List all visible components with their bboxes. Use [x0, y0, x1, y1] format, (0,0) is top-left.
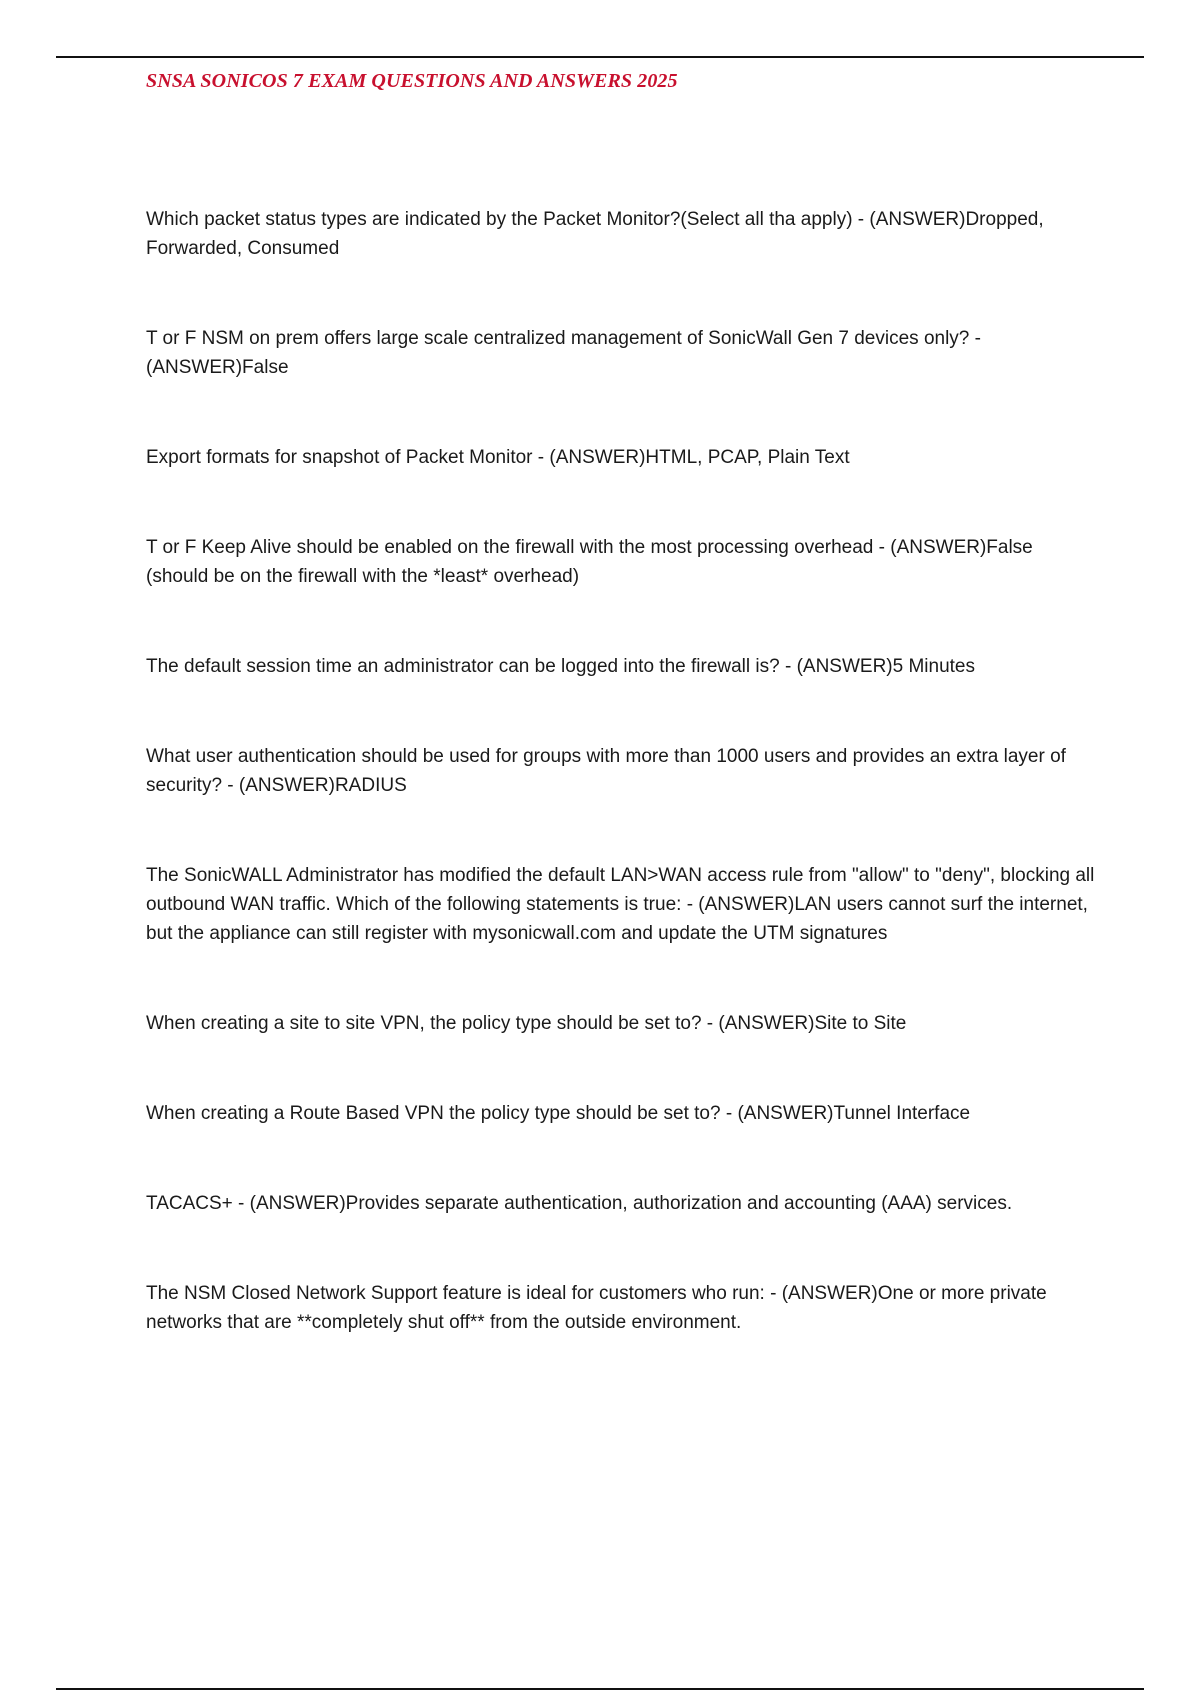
qa-list	[146, 205, 1096, 1398]
qa-item: T or F Keep Alive should be enabled on the firewall with the most processing overhead - (ANSWER)False (should be on the firewall with the *least* overhead)	[146, 537, 1033, 587]
qa-item: The NSM Closed Network Support feature is ideal for customers who run: - (ANSWER)One or more private networks that are **completely shut off** from the outside environment.	[146, 1283, 1047, 1333]
footer-rule	[56, 1688, 1144, 1690]
qa-item: The default session time an administrator can be logged into the firewall is? - (ANSWER)5 Minutes	[146, 656, 975, 677]
header-rule	[56, 56, 1144, 58]
qa-item: When creating a site to site VPN, the policy type should be set to? - (ANSWER)Site to Site	[146, 1013, 907, 1034]
qa-item: TACACS+ - (ANSWER)Provides separate authentication, authorization and accounting (AAA) services.	[146, 1193, 1013, 1214]
qa-item: When creating a Route Based VPN the policy type should be set to? - (ANSWER)Tunnel Interface	[146, 1103, 971, 1124]
qa-item: Which packet status types are indicated by the Packet Monitor?(Select all tha apply) - (ANSWER)Dropped, Forwarded, Consumed	[146, 209, 1044, 259]
qa-item: Export formats for snapshot of Packet Monitor - (ANSWER)HTML, PCAP, Plain Text	[146, 447, 850, 468]
qa-item: The SonicWALL Administrator has modified the default LAN>WAN access rule from "allow" to "deny", blocking all outbound WAN traffic. Which of the following statements is true: - (ANSWER)LAN users cannot surf the internet, but the appliance can still register with mysonicwall.com and update the UTM signatures	[146, 865, 1095, 944]
qa-item: T or F NSM on prem offers large scale centralized management of SonicWall Gen 7 devices only? - (ANSWER)False	[146, 328, 981, 378]
qa-item: What user authentication should be used for groups with more than 1000 users and provides an extra layer of security? - (ANSWER)RADIUS	[146, 746, 1066, 796]
document-title: SNSA SONICOS 7 EXAM QUESTIONS AND ANSWERS 2025	[146, 70, 678, 92]
